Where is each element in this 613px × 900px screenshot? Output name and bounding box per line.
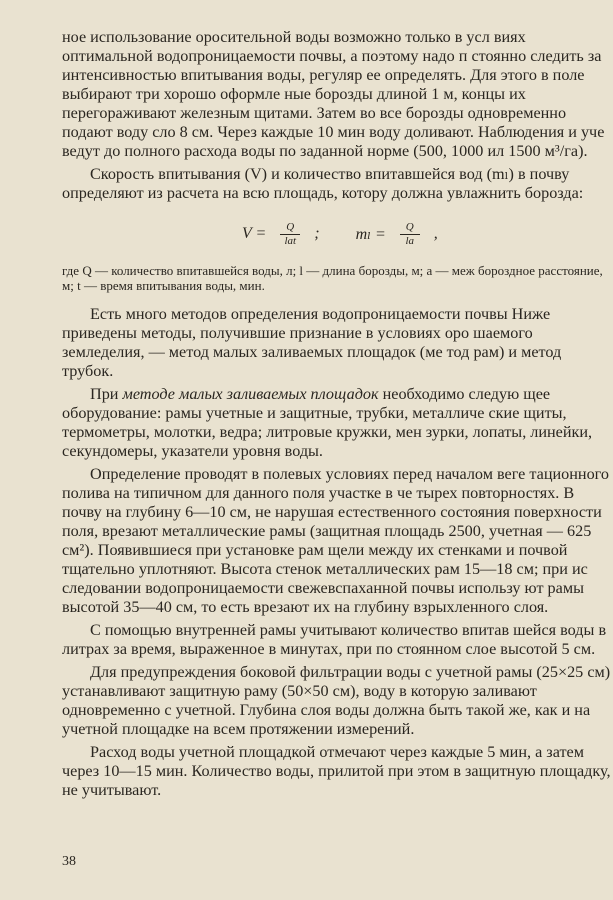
formula-end: , [433, 225, 438, 242]
paragraph-flow-rate: Расход воды учетной площадкой отмечают через каждые 5 мин, а затем через 10—15 мин. Количество воды, прилитой при этом в защитную площадку, не учитывают. [62, 743, 611, 799]
formula-m-numerator: Q [400, 221, 420, 235]
paragraph-procedure: Определение проводят в полевых условиях перед началом веге тационного полива на типичном для данного поля участке в че тырех повторностях. В почву на глубину 6—10 см, не нарушая естественного состояния поверхности поля, врезают металлические рамы (защитная площадь 2500, учетная — 625 см²). Появившиеся при установке рам щели между их стенками и почвой тщательно уплотняют. Высота стенок металлических рам 15—18 см; при ис следовании водопроницаемости свежевспаханной почвы использу ют рамы высотой 35—40 см, то есть врезают их на глубину взрыхленного слоя. [62, 465, 610, 616]
formula-m-lhs: mₗ = [355, 226, 386, 243]
equipment-lead: При [90, 385, 123, 403]
formula [242, 213, 612, 255]
paragraph-infiltration-rate: Скорость впитывания (V) и количество впитавшейся вод (mₗ) в почву определяют из расчета на всю площадь, котору должна увлажнить борозда: [62, 165, 584, 202]
method-name: методе малых заливаемых площадок [122, 385, 379, 403]
page-number: 38 [62, 854, 76, 869]
paragraph-inner-frame: С помощью внутренней рамы учитывают количество впитав шейся воды в литрах за время, выраженное в минутах, при по стоянном слое высотой 5 см. [62, 621, 607, 658]
formula-m-fraction [400, 221, 420, 248]
formula-v-numerator: Q [280, 221, 300, 235]
paragraph-protective-frame: Для предупреждения боковой фильтрации воды с учетной рамы (25×25 см) устанавливают защитную раму (50×50 см), воду в которую заливают одновременно с учетной. Глубина слоя воды должна быть такой же, как и на учетной площадке на всем протяжении измерений. [62, 663, 611, 738]
formula-separator: ; [314, 225, 320, 242]
formula-v-lhs: V = [242, 225, 267, 242]
paragraph-equipment [62, 385, 612, 461]
text-column [62, 28, 612, 800]
paragraph-methods: Есть много методов определения водопроницаемости почвы Ниже приведены методы, получившие признание в условиях оро шаемого земледелия, — метод малых заливаемых площадок (ме тод рам) и метод трубок. [62, 305, 562, 380]
equipment-rest: необходимо следую щее оборудование: рамы учетные и защитные, трубки, металличе ские щиты, термометры, молотки, ведра; литровые кружки, мен зурки, лопаты, линейки, секундомеры, указатели уровня воды. [62, 385, 593, 460]
formula-v-fraction [280, 221, 300, 248]
paragraph-intro: ное использование оросительной воды возможно только в усл виях оптимальной водопроницаемости почвы, а поэтому надо п стоянно следить за интенсивностью впитывания воды, регуляр ее определять. Для этого в поле выбирают три хорошо оформле ные борозды длиной 1 м, концы их перегораживают железным щитами. Затем во все борозды одновременно подают воду сло 8 см. Через каждые 10 мин воду доливают. Наблюдения и уче ведут до полного расхода воды по заданной норме (500, 1000 ил 1500 м³/га). [62, 28, 605, 160]
formula-m-denominator: la [405, 234, 415, 247]
formula-legend: где Q — количество впитавшейся воды, л; l — длина борозды, м; a — меж бороздное расстояние, м; t — время впитывания воды, мин. [62, 263, 603, 293]
formula-v-denominator: lat [284, 234, 297, 247]
